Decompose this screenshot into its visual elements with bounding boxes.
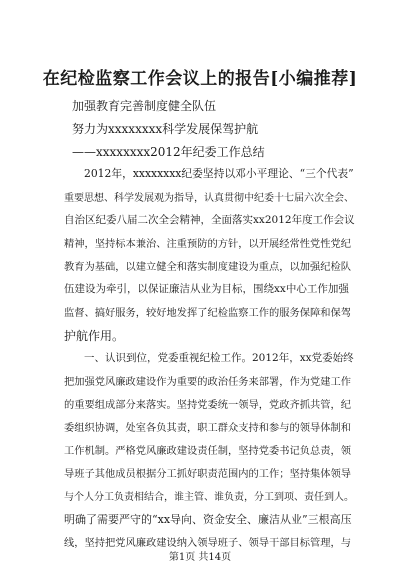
document-title: 在纪检监察工作会议上的报告[小编推荐] <box>42 69 358 89</box>
paragraph-line: 精神，坚持标本兼治、注重预防的方针，以开展经常性党性党纪 <box>64 238 352 250</box>
paragraph-line: 线，坚持把党风廉政建设纳入领导班子、领导干部目标管理，与 <box>64 537 352 549</box>
paragraph-line: 一、认识到位，党委重视纪检工作。2012年，xx党委始终 <box>84 352 354 364</box>
paragraph-line: 2012年，xxxxxxxx纪委坚持以邓小平理论、“三个代表” <box>84 167 354 180</box>
paragraph-line: 教育为基础，以建立健全和落实制度建设为重点，以加强纪检队 <box>64 261 352 273</box>
paragraph-line: 把加强党风廉政建设作为重要的政治任务来部署，作为党建工作 <box>64 376 352 388</box>
subtitle-1: 加强教育完善制度健全队伍 <box>72 99 217 113</box>
subtitle-3: ——xxxxxxxx2012年纪委工作总结 <box>72 145 265 159</box>
page-footer: 第1页 共14页 <box>168 552 232 563</box>
paragraph-line: 自治区纪委八届二次全会精神，全面落实xx2012年度工作会议 <box>64 214 355 226</box>
paragraph-line: 伍建设为牵引，以保证廉洁从业为目标，围绕xx中心工作加强 <box>64 283 349 295</box>
paragraph-line: 明确了需要严守的“xx导向、资金安全、廉洁从业”三根高压 <box>64 513 352 526</box>
paragraph-line: 监督、搞好服务，较好地发挥了纪检监察工作的服务保障和保驾 <box>64 307 352 319</box>
paragraph-line: 与个人分工负责相结合，谁主管、谁负责，分工到项、责任到人。 <box>64 492 354 503</box>
paragraph-line: 工作机制。严格党风廉政建设责任制，坚持党委书记负总责，领 <box>64 445 352 457</box>
subtitle-2: 努力为xxxxxxxx科学发展保驾护航 <box>72 122 259 136</box>
paragraph-line: 护航作用。 <box>64 329 125 343</box>
paragraph-line: 的重要组成部分来落实。坚持党委统一领导，党政齐抓共管，纪 <box>64 399 352 411</box>
paragraph-line: 委组织协调，处室各负其责，职工群众支持和参与的领导体制和 <box>64 422 352 434</box>
paragraph-line: 重要思想、科学发展观为指导，认真贯彻中纪委十七届六次全会、 <box>64 193 354 204</box>
paragraph-line: 导班子其他成员根据分工抓好职责范围内的工作；坚持集体领导 <box>64 468 352 480</box>
